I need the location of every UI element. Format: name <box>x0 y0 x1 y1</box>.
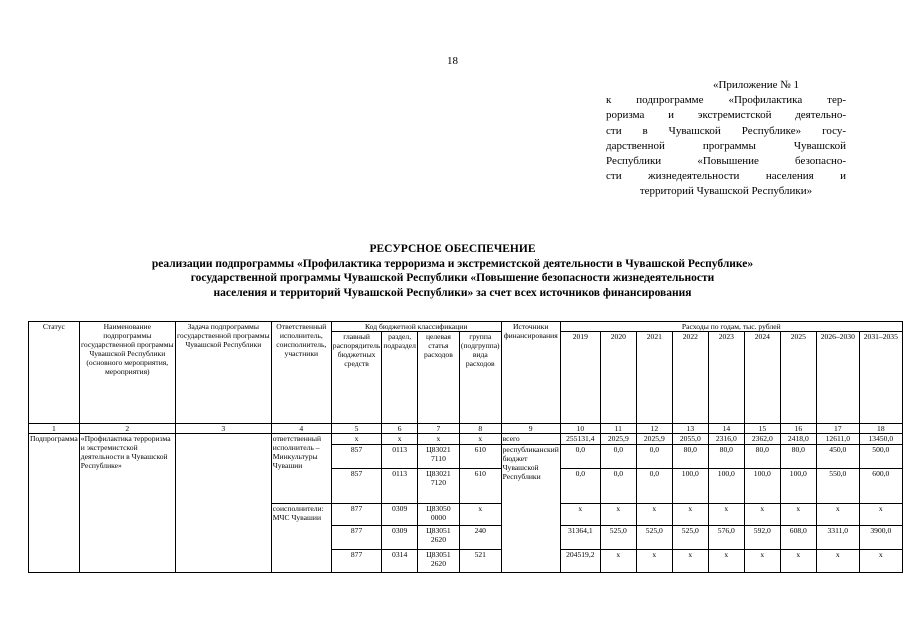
value-cell: 255131,4 <box>560 434 600 445</box>
column-number-row <box>29 424 903 434</box>
value-cell: 80,0 <box>780 445 816 469</box>
value-cell: x <box>780 550 816 573</box>
column-number-cell: 11 <box>600 424 636 434</box>
value-cell: 2055,0 <box>672 434 708 445</box>
column-number-cell: 1 <box>29 424 80 434</box>
appendix-line: роризма и экстремистской деятельно- <box>606 109 846 122</box>
vr-cell: x <box>459 434 501 445</box>
vr-cell: 610 <box>459 445 501 469</box>
value-cell: 13450,0 <box>859 434 902 445</box>
header-year: 2031–2035 <box>859 332 902 424</box>
header-year: 2023 <box>708 332 744 424</box>
value-cell: 3311,0 <box>816 526 859 550</box>
value-cell: x <box>780 504 816 526</box>
value-cell: x <box>672 504 708 526</box>
appendix-line: сти жизнедеятельности населения и <box>606 170 846 183</box>
rz-cell: 0309 <box>382 526 418 550</box>
title-line: государственной программы Чувашской Республики «Повышение безопасности жизнедеятельности <box>190 272 715 285</box>
value-cell: x <box>560 504 600 526</box>
value-cell: 12611,0 <box>816 434 859 445</box>
title-line: РЕСУРСНОЕ ОБЕСПЕЧЕНИЕ <box>369 243 536 255</box>
value-cell: x <box>859 504 902 526</box>
gr-cell: x <box>331 434 382 445</box>
value-cell: 0,0 <box>636 469 672 504</box>
cs-cell: x <box>417 434 459 445</box>
gr-cell: 857 <box>331 445 382 469</box>
value-cell: 100,0 <box>672 469 708 504</box>
header-sources: Источники финансирования <box>501 322 560 424</box>
source-cell: республиканский бюджет Чувашской Республики <box>501 445 560 573</box>
appendix-line: к подпрограмме «Профилактика тер- <box>606 94 846 107</box>
column-number-cell: 10 <box>560 424 600 434</box>
value-cell: 80,0 <box>744 445 780 469</box>
appendix-line: сти в Чувашской Республике» госу- <box>606 124 846 137</box>
value-cell: x <box>636 504 672 526</box>
value-cell: 2316,0 <box>708 434 744 445</box>
header-status: Статус <box>29 322 80 424</box>
document-title <box>0 242 905 300</box>
value-cell: 2362,0 <box>744 434 780 445</box>
value-cell: 80,0 <box>708 445 744 469</box>
value-cell: 600,0 <box>859 469 902 504</box>
value-cell: 0,0 <box>636 445 672 469</box>
column-number-cell: 16 <box>780 424 816 434</box>
appendix-line: Республики «Повышение безопасно- <box>606 155 846 168</box>
header-name: Наименование подпрограммы государственной программы Чувашской Республики (основного мероприятия, мероприятия) <box>79 322 175 424</box>
value-cell: 450,0 <box>816 445 859 469</box>
value-cell: x <box>600 504 636 526</box>
column-number-cell: 4 <box>271 424 331 434</box>
column-number-cell: 12 <box>636 424 672 434</box>
rz-cell: 0314 <box>382 550 418 573</box>
value-cell: 80,0 <box>672 445 708 469</box>
column-number-cell: 14 <box>708 424 744 434</box>
value-cell: 100,0 <box>780 469 816 504</box>
column-number-cell: 6 <box>382 424 418 434</box>
title-line: населения и территорий Чувашской Республики» за счет всех источников финансирования <box>213 286 692 299</box>
column-number-cell: 5 <box>331 424 382 434</box>
value-cell: 500,0 <box>859 445 902 469</box>
task-cell <box>175 434 271 573</box>
appendix-line: территорий Чувашской Республики» <box>639 185 813 198</box>
cs-cell: Ц83051 2620 <box>417 526 459 550</box>
header-target-item: целевая статья расходов <box>417 332 459 424</box>
value-cell: 3900,0 <box>859 526 902 550</box>
value-cell: x <box>672 550 708 573</box>
value-cell: 0,0 <box>560 445 600 469</box>
page-number: 18 <box>447 55 458 67</box>
value-cell: 100,0 <box>744 469 780 504</box>
vr-cell: 610 <box>459 469 501 504</box>
column-number-cell: 3 <box>175 424 271 434</box>
column-number-cell: 7 <box>417 424 459 434</box>
value-cell: x <box>816 504 859 526</box>
value-cell: 576,0 <box>708 526 744 550</box>
gr-cell: 877 <box>331 550 382 573</box>
vr-cell: x <box>459 504 501 526</box>
appendix-note <box>606 78 846 200</box>
column-number-cell: 17 <box>816 424 859 434</box>
responsible-main-cell: ответственный исполнитель – Минкультуры Чувашии <box>271 434 331 504</box>
value-cell: 525,0 <box>636 526 672 550</box>
header-year: 2020 <box>600 332 636 424</box>
value-cell: 608,0 <box>780 526 816 550</box>
header-year: 2022 <box>672 332 708 424</box>
responsible-co-cell: соисполнители: МЧС Чувашии <box>271 504 331 573</box>
cs-cell: Ц83021 7110 <box>417 445 459 469</box>
header-budget-code: Код бюджетной классификации <box>331 322 501 332</box>
header-year: 2021 <box>636 332 672 424</box>
header-year: 2026–2030 <box>816 332 859 424</box>
value-cell: x <box>636 550 672 573</box>
value-cell: x <box>859 550 902 573</box>
gr-cell: 877 <box>331 504 382 526</box>
header-main-manager: главный распорядитель бюджетных средств <box>331 332 382 424</box>
value-cell: 31364,1 <box>560 526 600 550</box>
value-cell: x <box>600 550 636 573</box>
gr-cell: 877 <box>331 526 382 550</box>
appendix-line: «Приложение № 1 <box>712 79 800 91</box>
value-cell: 2025,9 <box>636 434 672 445</box>
value-cell: x <box>816 550 859 573</box>
header-expenses: Расходы по годам, тыс. рублей <box>560 322 902 332</box>
column-number-cell: 8 <box>459 424 501 434</box>
cs-cell: Ц83051 2620 <box>417 550 459 573</box>
resource-table <box>28 321 903 573</box>
value-cell: x <box>708 504 744 526</box>
source-cell: всего <box>501 434 560 445</box>
header-year: 2019 <box>560 332 600 424</box>
value-cell: x <box>708 550 744 573</box>
column-number-cell: 15 <box>744 424 780 434</box>
value-cell: 0,0 <box>600 469 636 504</box>
gr-cell: 857 <box>331 469 382 504</box>
rz-cell: 0113 <box>382 469 418 504</box>
column-number-cell: 18 <box>859 424 902 434</box>
value-cell: 100,0 <box>708 469 744 504</box>
value-cell: 550,0 <box>816 469 859 504</box>
table-row <box>29 434 903 445</box>
header-section: раздел, подраздел <box>382 332 418 424</box>
column-number-cell: 13 <box>672 424 708 434</box>
value-cell: 0,0 <box>600 445 636 469</box>
value-cell: 525,0 <box>600 526 636 550</box>
rz-cell: 0309 <box>382 504 418 526</box>
cs-cell: Ц83050 0000 <box>417 504 459 526</box>
value-cell: 592,0 <box>744 526 780 550</box>
vr-cell: 521 <box>459 550 501 573</box>
column-number-cell: 2 <box>79 424 175 434</box>
appendix-line: дарственной программы Чувашской <box>606 139 846 152</box>
header-year: 2025 <box>780 332 816 424</box>
value-cell: x <box>744 550 780 573</box>
header-expense-group: группа (подгруппа) вида расходов <box>459 332 501 424</box>
cs-cell: Ц83021 7120 <box>417 469 459 504</box>
value-cell: 2025,9 <box>600 434 636 445</box>
rz-cell: 0113 <box>382 445 418 469</box>
header-task: Задача подпрограммы государственной программы Чувашской Республики <box>175 322 271 424</box>
header-responsible: Ответственный исполнитель, соисполнитель, участники <box>271 322 331 424</box>
header-year: 2024 <box>744 332 780 424</box>
value-cell: 525,0 <box>672 526 708 550</box>
value-cell: 204519,2 <box>560 550 600 573</box>
rz-cell: x <box>382 434 418 445</box>
vr-cell: 240 <box>459 526 501 550</box>
title-line: реализации подпрограммы «Профилактика терроризма и экстремистской деятельности в Чувашской Республике» <box>151 257 754 270</box>
value-cell: 0,0 <box>560 469 600 504</box>
value-cell: x <box>744 504 780 526</box>
value-cell: 2418,0 <box>780 434 816 445</box>
column-number-cell: 9 <box>501 424 560 434</box>
name-cell: «Профилактика терроризма и экстремистской деятельности в Чувашской Республике» <box>79 434 175 573</box>
status-cell: Подпрограмма <box>29 434 80 573</box>
